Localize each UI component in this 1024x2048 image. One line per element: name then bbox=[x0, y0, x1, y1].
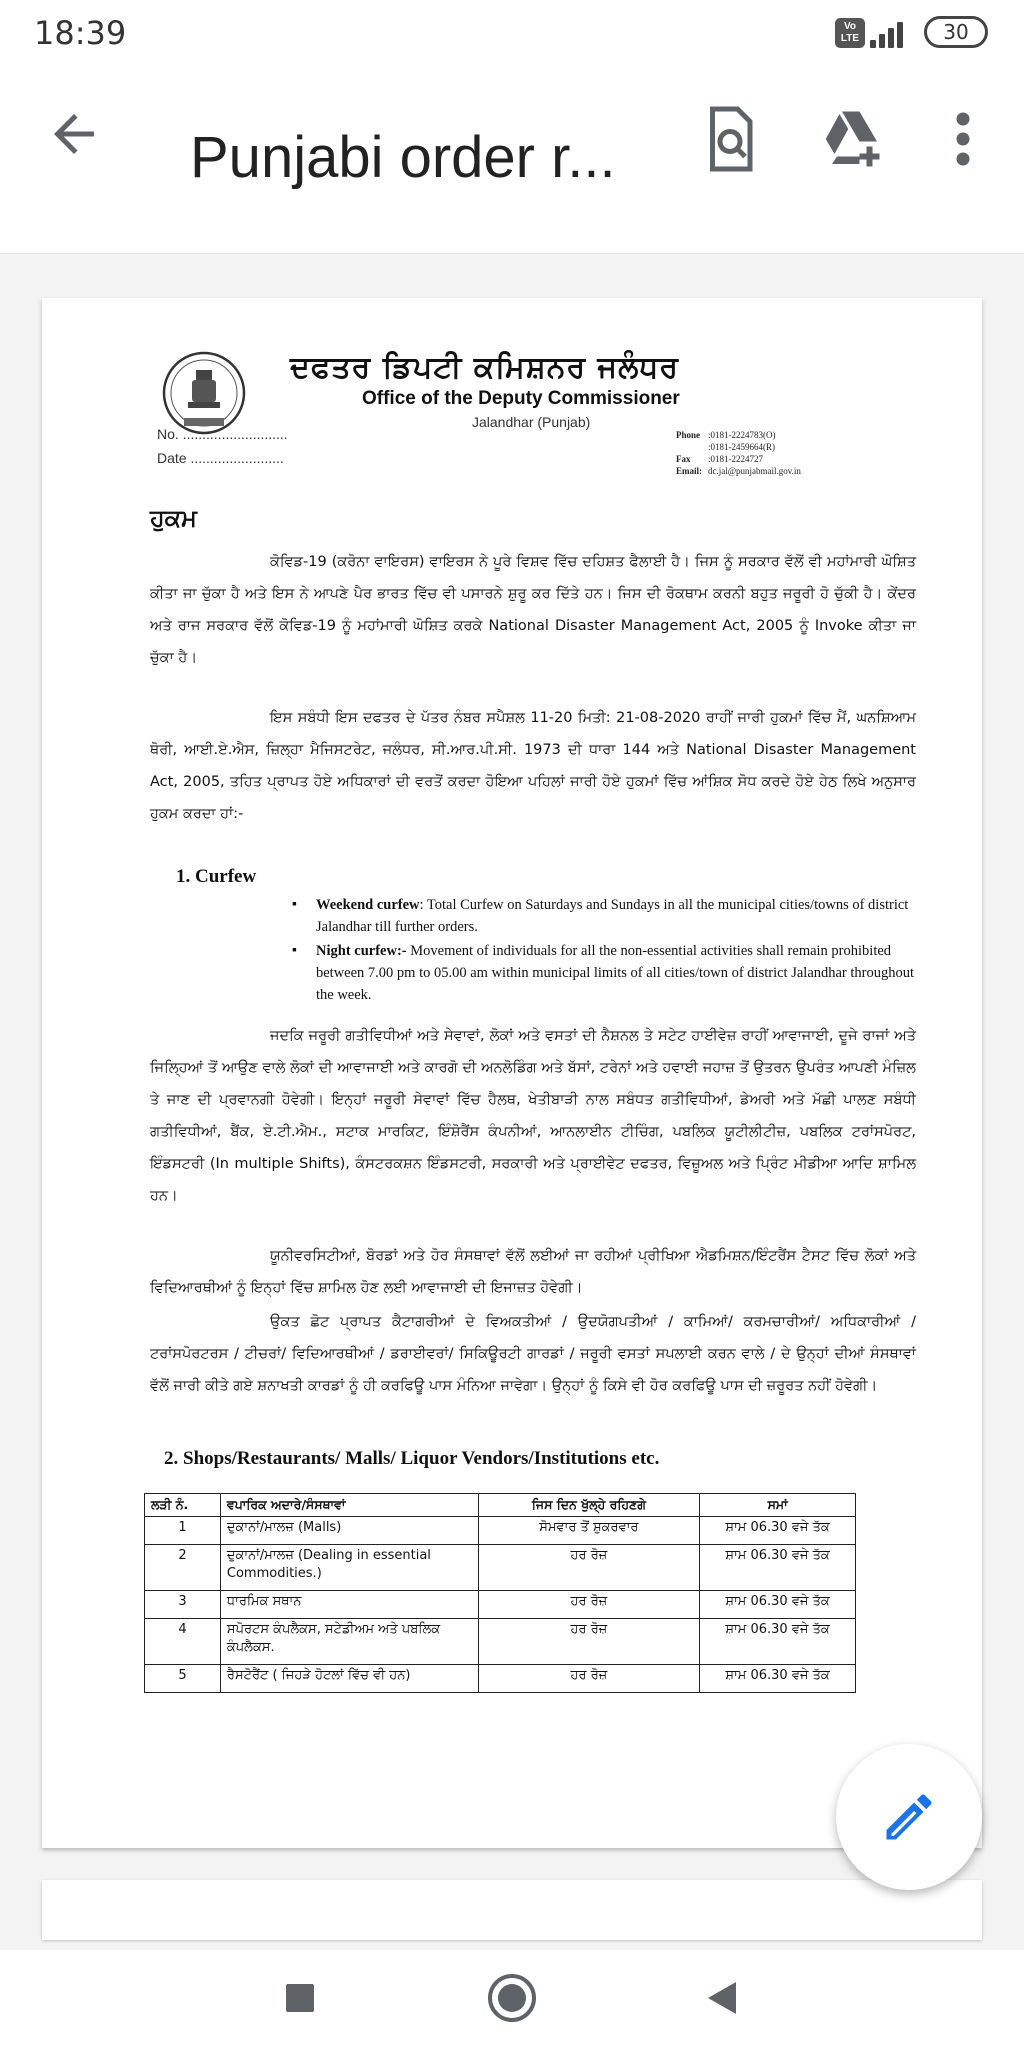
volte-icon: Vo LTE bbox=[835, 18, 865, 48]
table-row: 2 ਦੁਕਾਨਾਂ/ਮਾਲਜ਼ (Dealing in essential Commodities.) ਹਰ ਰੋਜ਼ ਸ਼ਾਮ 06.30 ਵਜੇ ਤੱਕ bbox=[145, 1545, 856, 1591]
list-item: ▪ Night curfew:- Movement of individuals for all the non-essential activities shall remain prohibited between 7.00 pm to 05.00 am within municipal limits of all cities/town of district Jalandhar throughout the week. bbox=[292, 940, 916, 1006]
arrow-back-icon[interactable] bbox=[44, 104, 104, 164]
document-page[interactable] bbox=[42, 298, 982, 1848]
office-city: Jalandhar (Punjab) bbox=[472, 414, 591, 430]
status-time: 18:39 bbox=[34, 14, 127, 52]
office-header-punjabi: ਦਫਤਰ ਡਿਪਟੀ ਕਮਿਸ਼ਨਰ ਜਲੰਧਰ bbox=[290, 350, 679, 385]
reference-number: No. ........................... bbox=[157, 426, 288, 442]
table-row: 4 ਸਪੋਰਟਸ ਕੰਪਲੈਕਸ, ਸਟੇਡੀਅਮ ਅਤੇ ਪਬਲਿਕ ਕੰਪਲੈਕਸ. ਹਰ ਰੋਜ਼ ਸ਼ਾਮ 06.30 ਵਜੇ ਤੱਕ bbox=[145, 1619, 856, 1665]
battery-icon: 30 bbox=[924, 16, 988, 48]
list-item: ▪ Weekend curfew: Total Curfew on Saturdays and Sundays in all the municipal cities/towns of district Jalandhar till further orders. bbox=[292, 894, 916, 938]
edit-button[interactable] bbox=[836, 1744, 982, 1890]
timings-table bbox=[144, 1493, 856, 1693]
document-title: Punjabi order r... bbox=[190, 125, 616, 190]
app-bar bbox=[0, 64, 1024, 254]
edit-pencil-icon bbox=[879, 1787, 939, 1847]
reference-date: Date ........................ bbox=[157, 450, 284, 466]
order-heading: ਹੁਕਮ bbox=[150, 504, 197, 532]
back-triangle-icon[interactable] bbox=[694, 1968, 754, 2028]
paragraph-intro: ਕੋਵਿਡ-19 (ਕਰੋਨਾ ਵਾਇਰਸ) ਵਾਇਰਸ ਨੇ ਪੂਰੇ ਵਿਸ਼ਵ ਵਿੱਚ ਦਹਿਸ਼ਤ ਫੈਲਾਈ ਹੈ। ਜਿਸ ਨੂੰ ਸਰਕਾਰ ਵੱਲੋਂ ਵੀ ਮਹਾਂਮਾਰੀ ਘੋਸ਼ਿਤ ਕੀਤਾ ਜਾ ਚੁੱਕਾ ਹੈ ਅਤੇ ਇਸ ਨੇ ਆਪਣੇ ਪੈਰ ਭਾਰਤ ਵਿੱਚ ਵੀ ਪਸਾਰਨੇ ਸ਼ੁਰੂ ਕਰ ਦਿੱਤੇ ਹਨ। ਜਿਸ ਦੀ ਰੋਕਥਾਮ ਕਰਨੀ ਬਹੁਤ ਜਰੂਰੀ ਹੋ ਚੁੱਕੀ ਹੈ। ਕੇਂਦਰ ਅਤੇ ਰਾਜ ਸਰਕਾਰ ਵੱਲੋਂ ਕੋਵਿਡ-19 ਨੂੰ ਮਹਾਂਮਾਰੀ ਘੋਸ਼ਿਤ ਕਰਕੇ National Disaster Management Act, 2005 ਨੂੰ Invoke ਕੀਤਾ ਜਾ ਚੁੱਕਾ ਹੈ। bbox=[150, 554, 916, 666]
document-search-icon[interactable] bbox=[700, 104, 760, 174]
recents-icon[interactable] bbox=[270, 1968, 330, 2028]
paragraph-curfew-pass: ਉਕਤ ਛੋਟ ਪ੍ਰਾਪਤ ਕੈਟਾਗਰੀਆਂ ਦੇ ਵਿਅਕਤੀਆਂ / ਉਦਯੋਗਪਤੀਆਂ / ਕਾਮਿਆਂ/ ਕਰਮਚਾਰੀਆਂ/ ਅਧਿਕਾਰੀਆਂ / ਟਰਾਂਸਪੋਰਟਰਸ / ਟੀਚਰਾਂ/ ਵਿਦਿਆਰਥੀਆਂ / ਡਰਾਈਵਰਾਂ/ ਸਿਕਿਊਰਟੀ ਗਾਰਡਾਂ / ਜਰੂਰੀ ਵਸਤਾਂ ਸਪਲਾਈ ਕਰਨ ਵਾਲੇ / ਦੇ ਉਨ੍ਹਾਂ ਦੀਆਂ ਸੰਸਥਾਵਾਂ ਵੱਲੋਂ ਜਾਰੀ ਕੀਤੇ ਗਏ ਸ਼ਨਾਖਤੀ ਕਾਰਡਾਂ ਨੂੰ ਹੀ ਕਰਫਿਊ ਪਾਸ ਮੰਨਿਆ ਜਾਵੇਗਾ। ਉਨ੍ਹਾਂ ਨੂੰ ਕਿਸੇ ਵੀ ਹੋਰ ਕਰਫਿਊ ਪਾਸ ਦੀ ਜ਼ਰੂਰਤ ਨਹੀਂ ਹੋਵੇਗੀ। bbox=[150, 1314, 916, 1394]
contact-details: Phone :0181-2224783(O) :0181-2459664(R) Fax :0181-2224727 Email: dc.jal@punjabmail.gov.in bbox=[676, 430, 801, 476]
signal-icon bbox=[870, 16, 910, 48]
home-icon[interactable] bbox=[482, 1968, 542, 2028]
paragraph-exams: ਯੂਨੀਵਰਸਿਟੀਆਂ, ਬੋਰਡਾਂ ਅਤੇ ਹੋਰ ਸੰਸਥਾਵਾਂ ਵੱਲੋਂ ਲਈਆਂ ਜਾ ਰਹੀਆਂ ਪ੍ਰੀਖਿਆ ਐਡਮਿਸ਼ਨ/ਇੰਟਰੈਂਸ ਟੈਸਟ ਵਿੱਚ ਲੋਕਾਂ ਅਤੇ ਵਿਦਿਆਰਥੀਆਂ ਨੂੰ ਇਨ੍ਹਾਂ ਵਿੱਚ ਸ਼ਾਮਿਲ ਹੋਣ ਲਈ ਆਵਾਜਾਈ ਦੀ ਇਜਾਜ਼ਤ ਹੋਵੇਗੀ। bbox=[150, 1248, 916, 1296]
paragraph-exemptions: ਜਦਕਿ ਜਰੂਰੀ ਗਤੀਵਿਧੀਆਂ ਅਤੇ ਸੇਵਾਵਾਂ, ਲੋਕਾਂ ਅਤੇ ਵਸਤਾਂ ਦੀ ਨੈਸ਼ਨਲ ਤੇ ਸਟੇਟ ਹਾਈਵੇਜ਼ ਰਾਹੀਂ ਆਵਾਜਾਈ, ਦੂਜੇ ਰਾਜਾਂ ਅਤੇ ਜਿਲ੍ਹਿਆਂ ਤੋਂ ਆਉਣ ਵਾਲੇ ਲੋਕਾਂ ਦੀ ਆਵਾਜਾਈ ਅਤੇ ਕਾਰਗੋ ਦੀ ਅਨਲੋਡਿੰਗ ਅਤੇ ਬੱਸਾਂ, ਟਰੇਨਾਂ ਅਤੇ ਹਵਾਈ ਜਹਾਜ਼ ਤੋਂ ਉਤਰਨ ਉਪਰੰਤ ਆਪਣੀ ਮੰਜ਼ਿਲ ਤੇ ਜਾਣ ਦੀ ਪ੍ਰਵਾਨਗੀ ਹੋਵੇਗੀ। ਇਨ੍ਹਾਂ ਜਰੂਰੀ ਸੇਵਾਵਾਂ ਵਿੱਚ ਹੈਲਥ, ਖੇਤੀਬਾੜੀ ਨਾਲ ਸਬੰਧਤ ਗਤੀਵਿਧੀਆਂ, ਡੇਅਰੀ ਅਤੇ ਮੱਛੀ ਪਾਲਣ ਸਬੰਧੀ ਗਤੀਵਿਧੀਆਂ, ਬੈਂਕ, ਏ.ਟੀ.ਐਮ., ਸਟਾਕ ਮਾਰਕਿਟ, ਇੰਸ਼ੋਰੈਂਸ ਕੰਪਨੀਆਂ, ਆਨਲਾਈਨ ਟੀਚਿੰਗ, ਪਬਲਿਕ ਯੂਟੀਲੀਟੀਜ਼, ਪਬਲਿਕ ਟਰਾਂਸਪੋਰਟ, ਇੰਡਸਟਰੀ (In multiple Shifts), ਕੰਸਟਰਕਸ਼ਨ ਇੰਡਸਟਰੀ, ਸਰਕਾਰੀ ਅਤੇ ਪ੍ਰਾਈਵੇਟ ਦਫਤਰ, ਵਿਜ਼ੂਅਲ ਅਤੇ ਪ੍ਰਿੰਟ ਮੀਡੀਆ ਆਦਿ ਸ਼ਾਮਿਲ ਹਨ। bbox=[150, 1028, 916, 1204]
system-nav-bar bbox=[0, 1950, 1024, 2048]
add-to-drive-icon[interactable] bbox=[822, 104, 882, 174]
next-document-page[interactable] bbox=[42, 1880, 982, 1940]
section-curfew-title: 1. Curfew bbox=[176, 866, 257, 887]
state-emblem-icon bbox=[154, 348, 254, 438]
table-row: 5 ਰੈਸਟੋਰੈਂਟ ( ਜਿਹੜੇ ਹੋਟਲਾਂ ਵਿੱਚ ਵੀ ਹਨ) ਹਰ ਰੋਜ਼ ਸ਼ਾਮ 06.30 ਵਜੇ ਤੱਕ bbox=[145, 1665, 856, 1693]
table-row: 1 ਦੁਕਾਨਾਂ/ਮਾਲਜ਼ (Malls) ਸੋਮਵਾਰ ਤੋਂ ਸ਼ੁਕਰਵਾਰ ਸ਼ਾਮ 06.30 ਵਜੇ ਤੱਕ bbox=[145, 1517, 856, 1545]
more-vert-icon[interactable] bbox=[948, 104, 978, 174]
status-bar bbox=[0, 0, 1024, 64]
table-row: 3 ਧਾਰਮਿਕ ਸਥਾਨ ਹਰ ਰੋਜ਼ ਸ਼ਾਮ 06.30 ਵਜੇ ਤੱਕ bbox=[145, 1591, 856, 1619]
paragraph-authority: ਇਸ ਸਬੰਧੀ ਇਸ ਦਫਤਰ ਦੇ ਪੱਤਰ ਨੰਬਰ ਸਪੈਸ਼ਲ 11-20 ਮਿਤੀ: 21-08-2020 ਰਾਹੀਂ ਜਾਰੀ ਹੁਕਮਾਂ ਵਿੱਚ ਮੈਂ, ਘਨਸ਼ਿਆਮ ਥੋਰੀ, ਆਈ.ਏ.ਐਸ, ਜ਼ਿਲ੍ਹਾ ਮੈਜਿਸਟਰੇਟ, ਜਲੰਧਰ, ਸੀ.ਆਰ.ਪੀ.ਸੀ. 1973 ਦੀ ਧਾਰਾ 144 ਅਤੇ National Disaster Management Act, 2005, ਤਹਿਤ ਪ੍ਰਾਪਤ ਹੋਏ ਅਧਿਕਾਰਾਂ ਦੀ ਵਰਤੋਂ ਕਰਦਾ ਹੋਇਆ ਪਹਿਲਾਂ ਜਾਰੀ ਹੋਏ ਹੁਕਮਾਂ ਵਿੱਚ ਆਂਸ਼ਿਕ ਸੋਧ ਕਰਦੇ ਹੋਏ ਹੇਠ ਲਿਖੇ ਅਨੁਸਾਰ ਹੁਕਮ ਕਰਦਾ ਹਾਂ:- bbox=[150, 710, 916, 822]
table-header-row: ਲੜੀ ਨੰ. ਵਪਾਰਿਕ ਅਦਾਰੇ/ਸੰਸਥਾਵਾਂ ਜਿਸ ਦਿਨ ਖੁੱਲ੍ਹੇ ਰਹਿਣਗੇ ਸਮਾਂ bbox=[145, 1494, 856, 1517]
curfew-list bbox=[292, 894, 916, 1008]
office-header-english: Office of the Deputy Commissioner bbox=[362, 388, 680, 409]
section-shops-title: 2. Shops/Restaurants/ Malls/ Liquor Vendors/Institutions etc. bbox=[164, 1448, 660, 1469]
